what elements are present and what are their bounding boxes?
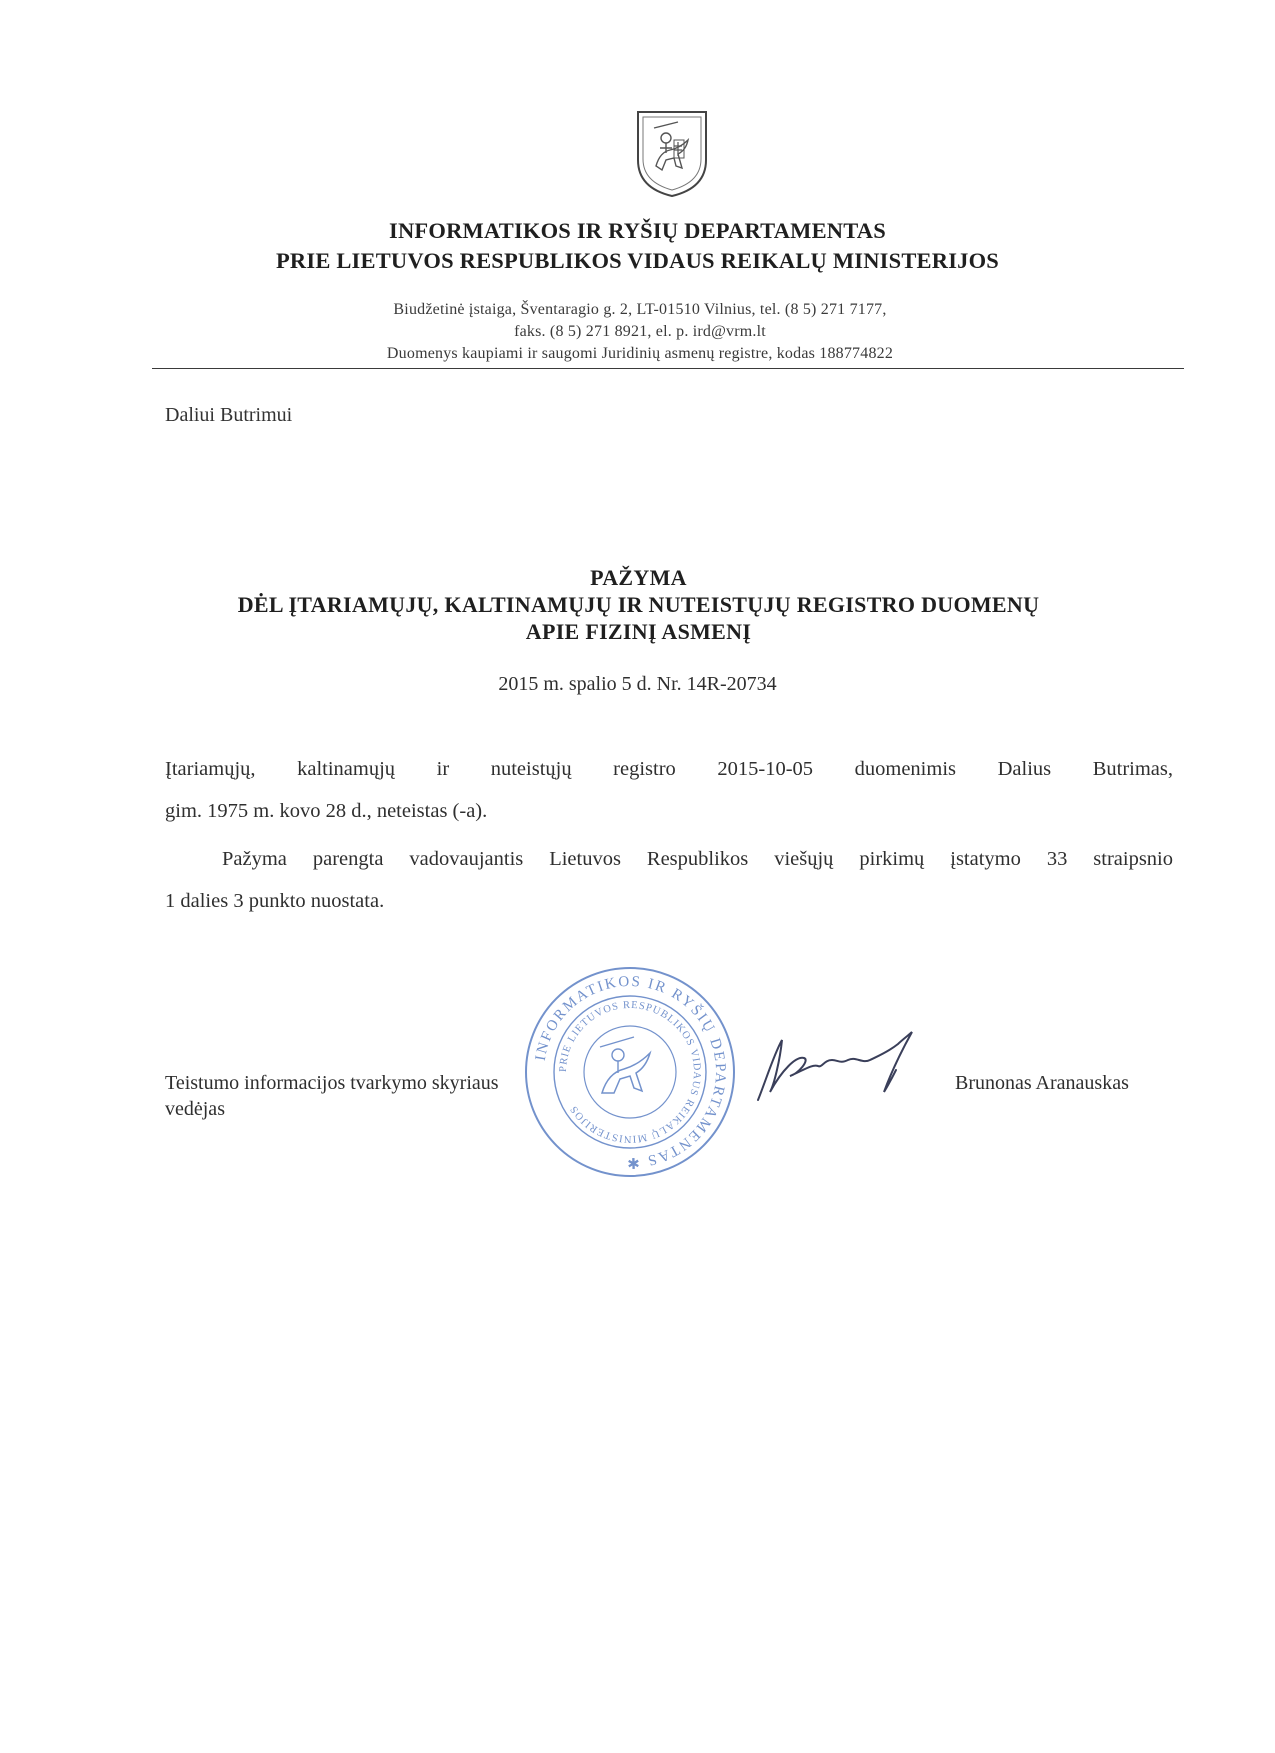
paragraph1-line2: gim. 1975 m. kovo 28 d., neteistas (-a). [165,800,488,822]
paragraph2-line2: 1 dalies 3 punkto nuostata. [165,890,385,912]
lithuanian-coat-of-arms-icon [634,108,710,200]
org-name-line2: PRIE LIETUVOS RESPUBLIKOS VIDAUS REIKALŲ MINISTERIJOS [275,248,1000,273]
svg-text:INFORMATIKOS IR RYŠIŲ DEPARTAM: INFORMATIKOS IR RYŠIŲ DEPARTAMENTAS ✱ [532,973,729,1171]
handwritten-signature-icon [752,1030,922,1110]
document-date-number: 2015 m. spalio 5 d. Nr. 14R-20734 [498,673,777,695]
document-subtitle-line1: DĖL ĮTARIAMŲJŲ, KALTINAMŲJŲ IR NUTEISTŲJŲ REGISTRO DUOMENŲ [237,592,1040,617]
recipient: Daliui Butrimui [165,404,293,426]
signer-name: Brunonas Aranauskas [955,1072,1129,1094]
org-name-line1: INFORMATIKOS IR RYŠIŲ DEPARTAMENTAS [389,218,886,243]
contact-line3: Duomenys kaupiami ir saugomi Juridinių asmenų registre, kodas 188774822 [386,345,894,362]
document-title: PAŽYMA [590,565,687,590]
letterhead-divider [152,368,1184,369]
paragraph1-line1: Įtariamųjų, kaltinamųjų ir nuteistųjų registro 2015-10-05 duomenimis Dalius Butrimas, [165,758,1173,780]
signer-position-line2: vedėjas [165,1098,225,1120]
document-subtitle-line2: APIE FIZINĮ ASMENĮ [525,619,752,644]
contact-line1: Biudžetinė įstaiga, Šventaragio g. 2, LT-01510 Vilnius, tel. (8 5) 271 7177, [393,301,887,318]
svg-text:PRIE LIETUVOS RESPUBLIKOS VIDA: PRIE LIETUVOS RESPUBLIKOS VIDAUS REIKALŲ MINISTERIJOS [557,999,703,1145]
official-round-stamp-icon [520,965,740,1180]
signer-position-line1: Teistumo informacijos tvarkymo skyriaus [165,1072,499,1094]
contact-line2: faks. (8 5) 271 8921, el. p. ird@vrm.lt [514,323,766,340]
paragraph2-line1: Pažyma parengta vadovaujantis Lietuvos Respublikos viešųjų pirkimų įstatymo 33 straipsnio [222,848,1173,870]
